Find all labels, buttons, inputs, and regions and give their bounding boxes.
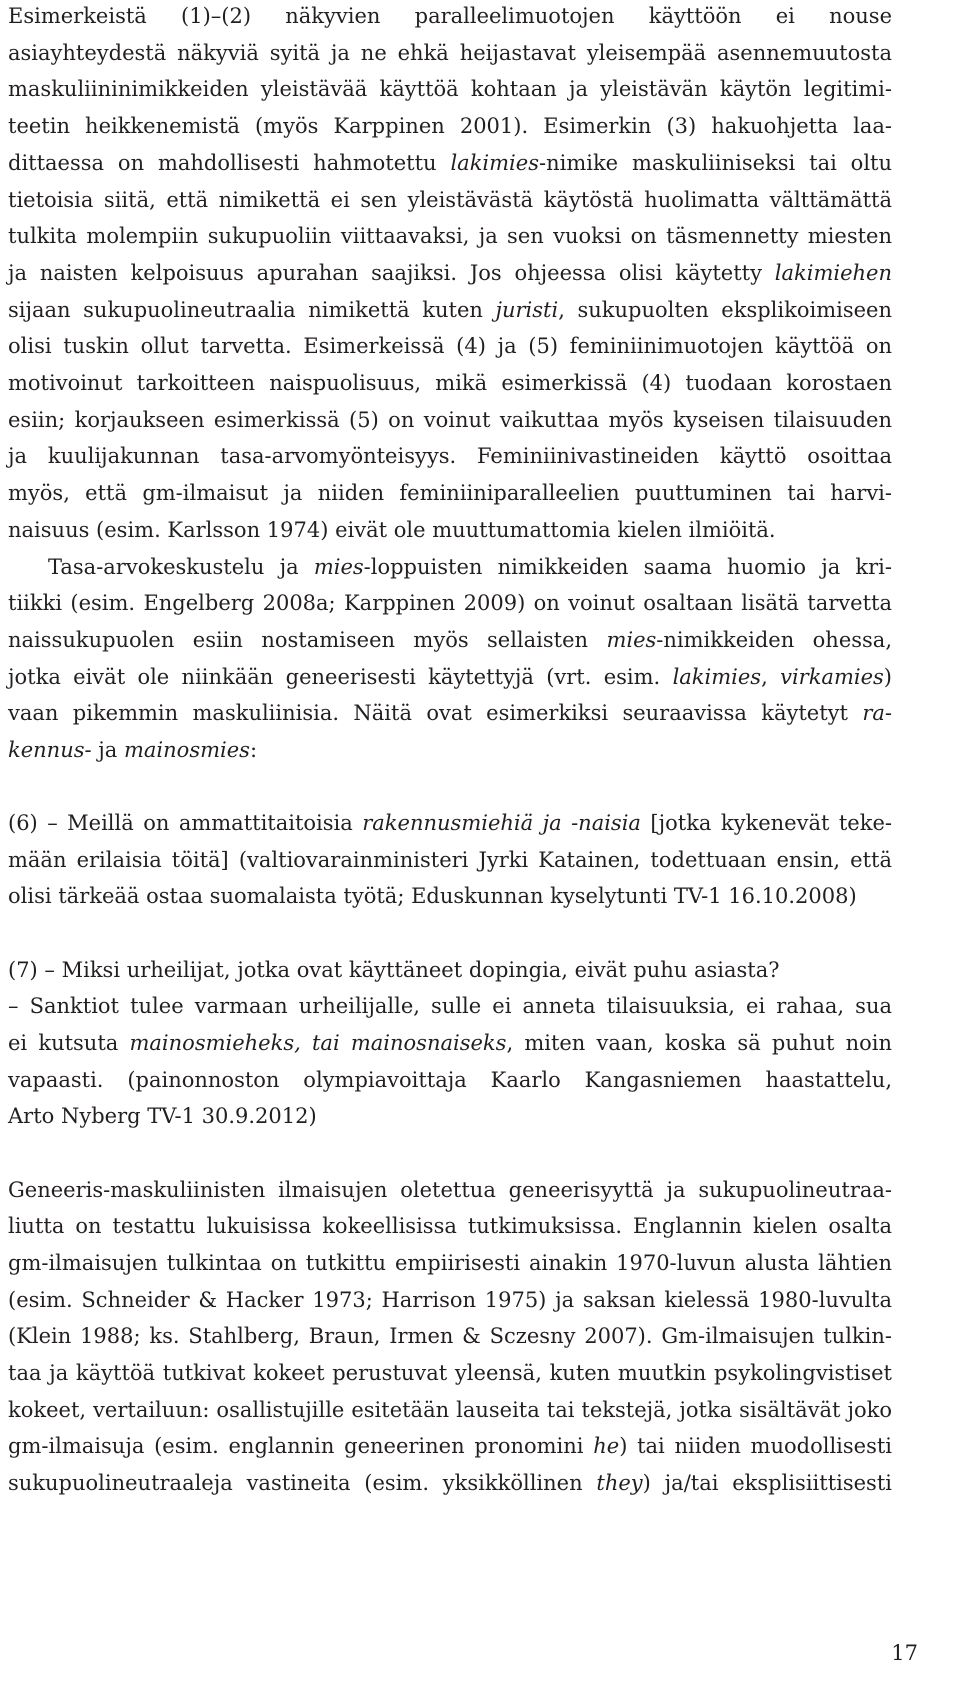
text-line	[8, 886, 892, 907]
text-run: vaan pikemmin maskuliinisia. Näitä ovat esimerkiksi seuraavissa käytetyt	[8, 701, 863, 725]
text-run: , sukupuolten eksplikoimiseen	[558, 298, 892, 322]
text-line	[8, 996, 892, 1017]
text-line	[8, 6, 892, 27]
text-run: naissukupuolen esiin nostamiseen myös sellaisten	[8, 628, 607, 652]
text-line	[8, 410, 892, 431]
text-run: (7) – Miksi urheilijat, jotka ovat käyttäneet dopingia, eivät puhu asiasta?	[8, 958, 780, 982]
text-run: sukupuolineutraaleja vastineita (esim. yksikköllinen	[8, 1471, 597, 1495]
italic-term: mainosmies	[124, 738, 250, 762]
text-run: myös, että gm-ilmaisut ja niiden feminiiniparalleelien puuttuminen tai harvi-	[8, 481, 892, 505]
italic-term: kennus	[8, 738, 85, 762]
text-run: olisi tärkeää ostaa suomalaista työtä; Eduskunnan kyselytunti TV-1 16.10.2008)	[8, 884, 857, 908]
text-run: maskuliininimikkeiden yleistävää käyttöä kohtaan ja yleistävän käytön legitimi-	[8, 77, 892, 101]
page-number: 17	[891, 1641, 918, 1665]
text-run: mään erilaisia töitä] (valtiovarainministeri Jyrki Katainen, todettuaan ensin, että	[8, 848, 892, 872]
text-line	[8, 1253, 892, 1274]
text-line	[8, 43, 892, 64]
text-run: (6) – Meillä on ammattitaitoisia	[8, 811, 363, 835]
text-run: ja naisten kelpoisuus apurahan saajiksi. Jos ohjeessa olisi käytetty	[8, 261, 775, 285]
text-run: taa ja käyttöä tutkivat kokeet perustuvat yleensä, kuten muutkin psykolingvistiset	[8, 1361, 892, 1385]
text-line	[8, 1290, 892, 1311]
text-run: tietoisia siitä, että nimikettä ei sen yleistävästä käytöstä huolimatta välttämättä	[8, 188, 892, 212]
text-line	[8, 153, 892, 174]
text-line	[8, 446, 892, 467]
text-run: asiayhteydestä näkyviä syitä ja ne ehkä heijastavat yleisempää asennemuutosta	[8, 41, 892, 65]
italic-term: lakimiehen	[774, 261, 892, 285]
text-run: Arto Nyberg TV-1 30.9.2012)	[8, 1104, 317, 1128]
text-run: )	[883, 665, 892, 689]
italic-term: virkamies	[780, 665, 884, 689]
text-line	[8, 116, 892, 137]
text-line	[8, 703, 892, 724]
text-run: , miten vaan, koska sä puhut noin	[506, 1031, 893, 1055]
text-run: vapaasti. (painonnoston olympiavoittaja Kaarlo Kangasniemen haastattelu,	[8, 1068, 892, 1092]
text-run: ja kuulijakunnan tasa-arvomyönteisyys. Feminiinivastineiden käyttö osoittaa	[8, 444, 892, 468]
text-line	[48, 557, 892, 578]
text-line	[8, 1106, 892, 1127]
italic-term: lakimies	[672, 665, 762, 689]
text-line	[8, 1436, 892, 1457]
text-run: - ja	[84, 738, 124, 762]
text-line	[8, 1070, 892, 1091]
text-line	[8, 960, 892, 981]
text-line	[8, 1216, 892, 1237]
italic-term: mies	[606, 628, 657, 652]
text-line	[8, 1033, 892, 1054]
italic-term: mainosmieheks, tai mainosnaiseks	[129, 1031, 507, 1055]
text-line	[8, 190, 892, 211]
text-run: ) tai niiden muodollisesti	[619, 1434, 893, 1458]
italic-term: mies	[313, 555, 364, 579]
text-run: motivoinut tarkoitteen naispuolisuus, mikä esimerkissä (4) tuodaan korostaen	[8, 371, 892, 395]
text-line	[8, 667, 892, 688]
text-run: Tasa-arvokeskustelu ja	[48, 555, 314, 579]
text-line	[8, 483, 892, 504]
text-run: (esim. Schneider & Hacker 1973; Harrison 1975) ja saksan kielessä 1980-luvulta	[8, 1288, 892, 1312]
text-run: gm-ilmaisuja (esim. englannin geneerinen pronomini	[8, 1434, 594, 1458]
text-run: -nimike maskuliiniseksi tai oltu	[538, 151, 893, 175]
text-run: kokeet, vertailuun: osallistujille esitetään lauseita tai tekstejä, jotka sisältävät joko	[8, 1398, 892, 1422]
text-line	[8, 1473, 892, 1494]
text-run: liutta on testattu lukuisissa kokeellisissa tutkimuksissa. Englannin kielen osalta	[8, 1214, 892, 1238]
text-line	[8, 79, 892, 100]
text-line	[8, 593, 892, 614]
text-run: Geneeris-maskuliinisten ilmaisujen oletettua geneerisyyttä ja sukupuolineutraa-	[8, 1178, 892, 1202]
text-run: [jotka kykenevät teke-	[640, 811, 892, 835]
text-run: Esimerkeistä (1)–(2) näkyvien paralleelimuotojen käyttöön ei nouse	[8, 4, 892, 28]
text-line	[8, 520, 892, 541]
text-run: – Sanktiot tulee varmaan urheilijalle, sulle ei anneta tilaisuuksia, ei rahaa, sua	[8, 994, 892, 1018]
text-run: tulkita molempiin sukupuoliin viittaavaksi, ja sen vuoksi on täsmennetty miesten	[8, 224, 892, 248]
text-run: jotka eivät ole niinkään geneerisesti käytettyjä (vrt. esim.	[8, 665, 673, 689]
text-line	[8, 1326, 892, 1347]
italic-term: they	[596, 1471, 643, 1495]
text-line	[8, 1400, 892, 1421]
text-run: ,	[761, 665, 781, 689]
text-run: esiin; korjaukseen esimerkissä (5) on voinut vaikuttaa myös kyseisen tilaisuuden	[8, 408, 892, 432]
text-line	[8, 630, 892, 651]
text-run: sijaan sukupuolineutraalia nimikettä kuten	[8, 298, 496, 322]
text-run: naisuus (esim. Karlsson 1974) eivät ole muuttumattomia kielen ilmiöitä.	[8, 518, 776, 542]
text-run: gm-ilmaisujen tulkintaa on tutkittu empiirisesti ainakin 1970-luvun alusta lähtien	[8, 1251, 892, 1275]
italic-term: rakennusmiehiä ja -naisia	[362, 811, 641, 835]
italic-term: he	[593, 1434, 620, 1458]
text-run: -loppuisten nimikkeiden saama huomio ja kri-	[363, 555, 892, 579]
text-line	[8, 1363, 892, 1384]
italic-term: lakimies	[450, 151, 539, 175]
text-run: :	[249, 738, 258, 762]
text-line	[8, 373, 892, 394]
text-run: dittaessa on mahdollisesti hahmotettu	[8, 151, 451, 175]
italic-term: juristi	[495, 298, 559, 322]
text-run: (Klein 1988; ks. Stahlberg, Braun, Irmen & Sczesny 2007). Gm-ilmaisujen tulkin-	[8, 1324, 892, 1348]
text-run: ei kutsuta	[8, 1031, 130, 1055]
text-line	[8, 740, 892, 761]
text-run: -nimikkeiden ohessa,	[656, 628, 892, 652]
text-line	[8, 813, 892, 834]
text-run: ) ja/tai eksplisiittisesti	[642, 1471, 892, 1495]
text-run: olisi tuskin ollut tarvetta. Esimerkeissä (4) ja (5) feminiinimuotojen käyttöä on	[8, 334, 892, 358]
text-run: teetin heikkenemistä (myös Karppinen 2001). Esimerkin (3) hakuohjetta laa-	[8, 114, 892, 138]
text-line	[8, 850, 892, 871]
text-line	[8, 300, 892, 321]
text-line	[8, 263, 892, 284]
text-run: tiikki (esim. Engelberg 2008a; Karppinen 2009) on voinut osaltaan lisätä tarvetta	[8, 591, 892, 615]
text-line	[8, 1180, 892, 1201]
text-line	[8, 336, 892, 357]
italic-term: ra-	[862, 701, 892, 725]
text-line	[8, 226, 892, 247]
